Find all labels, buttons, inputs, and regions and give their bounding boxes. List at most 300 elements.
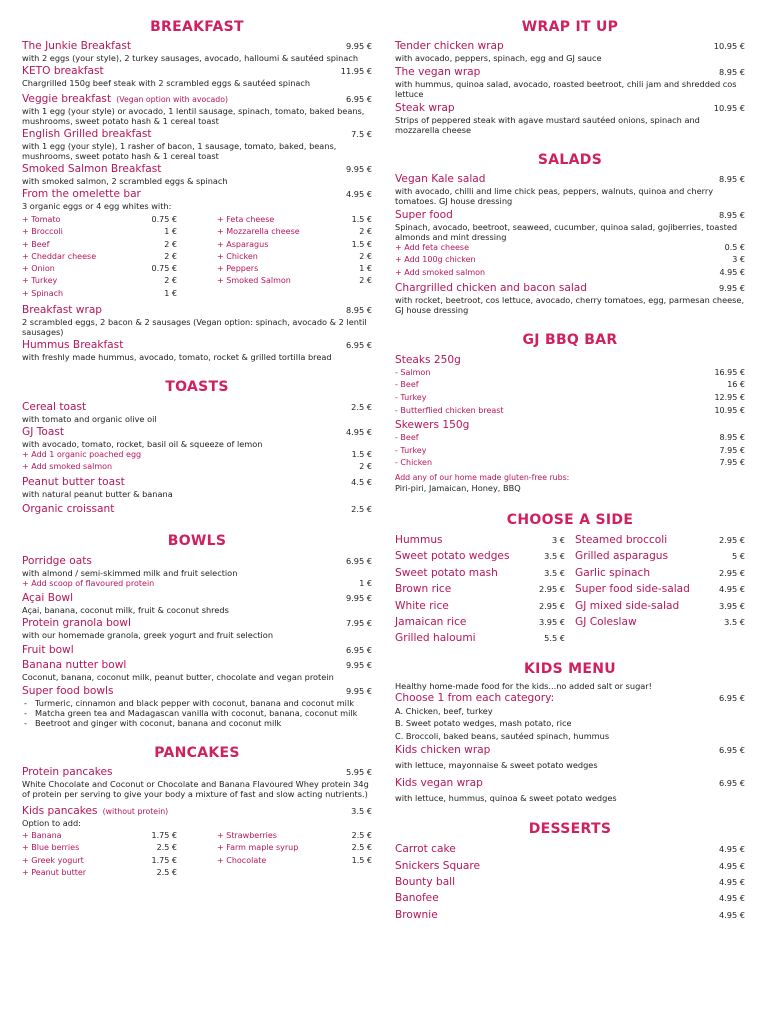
side-row (575, 598, 745, 614)
extra-name: + Mozzarella cheese (217, 227, 300, 237)
section-title-breakfast: BREAKFAST (150, 19, 244, 35)
item-name: Smoked Salmon Breakfast (22, 163, 162, 175)
item-desc: 3 organic eggs or 4 egg whites with: (22, 201, 172, 211)
item-desc: with rocket, beetroot, cos lettuce, avocado, cherry tomatoes, egg, parmesan cheese, GJ house dressing (395, 294, 745, 315)
extra-price: 2 € (164, 276, 177, 286)
extra-name: + Turkey (22, 276, 58, 286)
pancake-extras (22, 830, 372, 879)
breakfast-section (22, 18, 372, 362)
extra-price: 1.5 € (351, 450, 372, 460)
item-name: Porridge oats (22, 554, 92, 567)
menu-item (22, 592, 372, 615)
item-desc: Option to add: (22, 817, 81, 828)
side-row (575, 565, 745, 581)
omelette-bar (22, 188, 372, 300)
sides-column (575, 532, 745, 647)
section-title-pancakes: PANCAKES (154, 744, 240, 761)
extra-row (22, 251, 177, 263)
item-price: 7.95 € (345, 617, 372, 628)
item-price: 2.5 € (351, 503, 372, 514)
extra-price: 2 € (359, 462, 372, 472)
item-name: The vegan wrap (395, 66, 481, 78)
menu-item (395, 209, 745, 279)
extra-name: + Add smoked salmon (22, 462, 113, 472)
extra-name: + Feta cheese (217, 215, 275, 224)
steak-name: - Turkey (395, 393, 427, 403)
section-title-bowls: BOWLS (167, 532, 227, 549)
extra-name: + Onion (22, 264, 55, 274)
salads-section (395, 151, 745, 315)
pancakes-section (22, 744, 372, 879)
side-name: White rice (395, 599, 449, 612)
side-row (395, 614, 565, 630)
extra-name: + Blue berries (22, 843, 80, 853)
item-name: Tender chicken wrap (395, 40, 504, 52)
menu-item (22, 65, 372, 88)
extra-name: + Greek yogurt (22, 855, 84, 865)
extra-price: 2 € (359, 276, 372, 286)
skewers-title: Skewers 150g (395, 419, 470, 432)
side-row (575, 548, 745, 564)
extra-price: 0.75 € (151, 264, 177, 274)
section-title-wrap: WRAP IT UP (521, 19, 619, 35)
side-price: 4.95 € (718, 584, 745, 595)
steak-price: 16 € (727, 380, 745, 390)
item-price: 9.95 € (345, 41, 372, 51)
item-name: Super food (395, 209, 453, 221)
steak-price: 10.95 € (714, 405, 745, 415)
extra-row (22, 214, 177, 226)
extra-name: + Chicken (217, 251, 258, 261)
extra-row (395, 254, 745, 266)
item-price: 2.5 € (351, 402, 372, 413)
superfood-list (22, 698, 372, 728)
item-desc: with avocado, tomato, rocket, basil oil & squeeze of lemon (22, 439, 263, 450)
extra-name: + Cheddar cheese (22, 251, 97, 261)
extra-name: + Asparagus (217, 239, 269, 249)
extra-price: 1.5 € (351, 239, 372, 249)
skewer-name: - Turkey (395, 445, 427, 455)
item-price: 9.95 € (345, 659, 372, 670)
item-note: (Vegan option with avocado) (116, 95, 229, 104)
extra-row (395, 267, 745, 279)
extra-name: + Farm maple syrup (217, 843, 299, 853)
extra-row (217, 855, 372, 867)
side-price: 3 € (551, 535, 565, 546)
item-desc: with 2 eggs (your style), 2 turkey sausages, avocado, halloumi & sautéed spinach (22, 53, 359, 63)
dessert-name: Snickers Square (395, 859, 481, 872)
item-name: Kids pancakes (22, 804, 98, 817)
extra-name: + Banana (22, 830, 62, 840)
kids-options (395, 705, 745, 742)
item-price: 8.95 € (345, 305, 372, 316)
list-item: - Beetroot and ginger with coconut, banana and coconut milk (22, 718, 372, 728)
item-name: Kids chicken wrap (395, 744, 491, 757)
extras-column (217, 830, 372, 879)
side-price: 3.95 € (718, 600, 745, 611)
steak-name: - Beef (395, 380, 419, 390)
skewer-price: 8.95 € (719, 433, 745, 443)
bowls-section (22, 532, 372, 728)
menu-item (22, 476, 372, 499)
item-price: 10.95 € (713, 41, 745, 51)
menu-item (22, 426, 372, 474)
item-price: 6.95 € (718, 745, 745, 756)
kids-intro: Healthy home-made food for the kids...no added salt or sugar! (395, 680, 652, 691)
item-desc: with freshly made hummus, avocado, tomato, rocket & grilled tortilla bread (22, 352, 332, 363)
dessert-row (395, 841, 745, 857)
list-item: - Turmeric, cinnamon and black pepper with coconut, banana and coconut milk (22, 698, 372, 708)
rubs-list: Piri-piri, Jamaican, Honey, BBQ (395, 483, 521, 494)
item-name: Cereal toast (22, 401, 87, 414)
side-name: GJ mixed side-salad (575, 599, 680, 612)
dessert-row (395, 874, 745, 890)
extra-price: 0.5 € (724, 243, 745, 252)
extra-price: 1 € (164, 227, 177, 237)
item-name: Hummus Breakfast (22, 339, 124, 352)
item-price: 4.95 € (345, 427, 372, 438)
side-name: Jamaican rice (395, 616, 467, 629)
side-price: 5.5 € (544, 633, 565, 644)
extra-row (22, 830, 177, 842)
menu-item (22, 304, 372, 337)
section-title-bbq: GJ BBQ BAR (522, 331, 618, 348)
extra-row (22, 275, 177, 287)
extra-price: 1.75 € (151, 855, 177, 865)
item-name: Veggie breakfast (22, 93, 112, 105)
side-row (575, 532, 745, 548)
item-name: Banana nutter bowl (22, 658, 127, 671)
skewer-price: 7.95 € (719, 458, 745, 468)
side-name: Super food side-salad (575, 583, 690, 596)
steak-row (395, 367, 745, 380)
item-name: The Junkie Breakfast (22, 40, 132, 52)
extra-name: + Smoked Salmon (217, 276, 291, 286)
item-name: GJ Toast (22, 426, 65, 439)
list-item: - Matcha green tea and Madagascan vanilla with coconut, banana, coconut milk (22, 708, 372, 718)
toasts-section (22, 378, 372, 516)
item-desc: with our homemade granola, greek yogurt and fruit selection (22, 629, 274, 640)
extra-row (22, 226, 177, 238)
extra-row (217, 239, 372, 251)
item-price: 5.95 € (345, 766, 372, 777)
extra-price: 1 € (164, 288, 177, 298)
side-name: Steamed broccoli (575, 534, 668, 547)
extra-name: + Tomato (22, 215, 61, 224)
desserts-list (395, 841, 745, 923)
menu-item (395, 744, 745, 770)
side-price: 3.95 € (538, 617, 565, 628)
item-price: 6.95 € (345, 644, 372, 655)
side-name: Brown rice (395, 583, 452, 596)
side-name: GJ Coleslaw (575, 616, 637, 629)
item-desc: Coconut, banana, coconut milk, peanut butter, chocolate and vegan protein (22, 671, 334, 682)
item-desc: with hummus, quinoa salad, avocado, roasted beetroot, chili jam and shredded cos lettuce (395, 79, 737, 99)
kids-section (395, 660, 745, 803)
menu-item (22, 555, 372, 590)
dessert-row (395, 907, 745, 923)
extra-price: 3 € (732, 255, 745, 265)
extra-name: + Add scoop of flavoured protein (22, 578, 155, 588)
item-desc: with smoked salmon, 2 scrambled eggs & spinach (22, 176, 228, 186)
side-price: 3.5 € (544, 551, 565, 562)
wrap-section (395, 18, 745, 135)
item-price: 3.5 € (351, 805, 372, 816)
item-price: 9.95 € (718, 282, 745, 293)
extra-name: + Strawberries (217, 830, 277, 840)
section-title-toasts: TOASTS (165, 379, 229, 396)
item-note: (without protein) (102, 806, 169, 816)
item-price: 6.95 € (718, 778, 745, 789)
menu-item (395, 282, 745, 315)
extra-row (217, 842, 372, 854)
extra-name: + Beef (22, 239, 50, 249)
item-name: Breakfast wrap (22, 304, 103, 317)
menu-item (22, 503, 372, 516)
menu-item (395, 66, 745, 99)
skewer-row (395, 445, 745, 458)
dessert-price: 4.95 € (718, 860, 745, 871)
skewer-row (395, 457, 745, 470)
extra-row (22, 867, 177, 879)
extra-row (217, 830, 372, 842)
extras-column (22, 214, 177, 300)
side-row (395, 548, 565, 564)
item-price: 8.95 € (718, 67, 745, 77)
left-column (22, 18, 372, 879)
item-desc: with avocado, peppers, spinach, egg and GJ sauce (395, 53, 602, 63)
section-title-salads: SALADS (537, 152, 603, 168)
steaks-title: Steaks 250g (395, 353, 461, 366)
extra-row (22, 288, 177, 300)
item-price: 7.5 € (351, 129, 372, 139)
item-desc: with lettuce, mayonnaise & sweet potato wedges (395, 760, 598, 771)
steak-row (395, 392, 745, 405)
item-name: English Grilled breakfast (22, 128, 152, 140)
side-price: 2.95 € (538, 584, 565, 595)
extra-price: 1.5 € (351, 215, 372, 224)
extra-row (22, 461, 372, 473)
sides-section (395, 511, 745, 647)
extra-row (22, 449, 372, 461)
item-price: 9.95 € (345, 592, 372, 603)
steak-price: 16.95 € (714, 367, 745, 377)
item-name: Vegan Kale salad (395, 173, 486, 185)
menu-item (22, 644, 372, 657)
item-desc: with 1 egg (your style), 1 rasher of bacon, 1 sausage, tomato, baked, beans, mushrooms, sweet potato hash & 1 cereal toast (22, 141, 337, 161)
item-desc: Açai, banana, coconut milk, fruit & coconut shreds (22, 604, 229, 615)
side-row (395, 598, 565, 614)
menu-item (22, 163, 372, 186)
item-name: Fruit bowl (22, 643, 74, 656)
item-desc: Spinach, avocado, beetroot, seaweed, cucumber, quinoa salad, gojiberries, toasted almonds and mint dressing (395, 222, 738, 242)
extra-price: 2.5 € (156, 843, 177, 853)
item-name: Super food bowls (22, 684, 114, 697)
menu-item (395, 40, 745, 63)
dessert-price: 4.95 € (718, 909, 745, 920)
item-price: 8.95 € (718, 210, 745, 220)
dessert-row (395, 858, 745, 874)
skewer-row (395, 432, 745, 445)
item-price: 9.95 € (345, 164, 372, 174)
extra-price: 1.5 € (351, 855, 372, 865)
side-name: Garlic spinach (575, 566, 651, 579)
side-price: 2.95 € (718, 535, 745, 546)
extra-row (22, 578, 372, 590)
extra-price: 2.5 € (351, 843, 372, 853)
extra-name: + Add smoked salmon (395, 267, 486, 277)
extra-name: + Chocolate (217, 855, 267, 865)
menu-item (22, 685, 372, 728)
extra-row (217, 226, 372, 238)
dessert-price: 4.95 € (718, 876, 745, 887)
steak-row (395, 405, 745, 418)
side-row (395, 532, 565, 548)
extra-name: + Add 1 organic poached egg (22, 450, 142, 460)
extra-name: + Peanut butter (22, 867, 87, 877)
side-row (395, 565, 565, 581)
side-row (575, 614, 745, 630)
item-desc: White Chocolate and Coconut or Chocolate and Banana Flavoured Whey protein 34g of protein per serving to give your body a mixture of fast and slow acting nutrients.) (22, 778, 369, 799)
extra-row (22, 263, 177, 275)
extra-row (22, 842, 177, 854)
extra-name: + Add feta cheese (395, 243, 469, 252)
item-name: Protein granola bowl (22, 616, 131, 629)
dessert-price: 4.95 € (718, 893, 745, 904)
side-row (395, 630, 565, 646)
side-name: Grilled asparagus (575, 550, 669, 563)
menu-item (22, 659, 372, 682)
side-price: 2.95 € (538, 600, 565, 611)
side-price: 3.5 € (724, 617, 745, 628)
extra-row (22, 855, 177, 867)
right-column (395, 18, 745, 923)
extra-row (395, 242, 745, 254)
item-desc: with avocado, chilli and lime chick peas, peppers, walnuts, quinoa and cherry tomatoes. GJ house dressing (395, 186, 714, 206)
extra-price: 1 € (359, 264, 372, 274)
item-price: 8.95 € (718, 174, 745, 184)
side-name: Sweet potato mash (395, 566, 498, 579)
menu-item (22, 766, 372, 799)
item-desc: with natural peanut butter & banana (22, 488, 173, 499)
section-title-kids: KIDS MENU (524, 660, 616, 677)
extra-price: 4.95 € (719, 267, 745, 277)
item-desc: with lettuce, hummus, quinoa & sweet potato wedges (395, 793, 617, 804)
steak-name: - Butterflied chicken breast (395, 405, 504, 415)
steak-price: 12.95 € (714, 393, 745, 403)
item-name: Steak wrap (395, 102, 455, 114)
extra-price: 2.5 € (351, 830, 372, 840)
dessert-name: Brownie (395, 908, 438, 921)
menu-item (22, 128, 372, 161)
item-price: 11.95 € (340, 66, 372, 76)
side-price: 2.95 € (718, 567, 745, 578)
bbq-section (395, 331, 745, 493)
side-row (395, 581, 565, 597)
section-title-sides: CHOOSE A SIDE (506, 512, 634, 529)
extra-price: 2 € (359, 251, 372, 261)
item-price: 4.95 € (345, 189, 372, 199)
item-name: Kids vegan wrap (395, 777, 483, 790)
skewer-name: - Chicken (395, 458, 433, 468)
sides-column (395, 532, 565, 647)
extra-row (217, 263, 372, 275)
extras-column (217, 214, 372, 300)
side-name: Sweet potato wedges (395, 550, 510, 563)
item-desc: Strips of peppered steak with agave mustard sautéed onions, spinach and mozzarella cheese (395, 115, 700, 135)
extra-name: + Peppers (217, 264, 259, 274)
item-name: Protein pancakes (22, 765, 113, 778)
dessert-price: 4.95 € (718, 844, 745, 855)
extra-row (22, 239, 177, 251)
extra-name: + Add 100g chicken (395, 255, 476, 265)
item-name: Açai Bowl (22, 591, 74, 604)
side-price: 3.5 € (544, 567, 565, 578)
extra-row (217, 275, 372, 287)
item-desc: with almond / semi-skimmed milk and fruit selection (22, 567, 238, 578)
side-price: 5 € (731, 551, 745, 562)
extra-name: + Spinach (22, 288, 64, 298)
rubs-note: Add any of our home made gluten-free rubs: (395, 473, 570, 483)
extra-price: 2 € (164, 251, 177, 261)
breakfast-items (22, 40, 372, 362)
item-price: 6.95 € (718, 692, 745, 703)
dessert-row (395, 890, 745, 906)
item-price: 6.95 € (345, 555, 372, 566)
section-title-desserts: DESSERTS (528, 821, 612, 838)
side-name: Hummus (395, 534, 443, 547)
dessert-name: Banofee (395, 892, 439, 905)
extra-price: 0.75 € (151, 215, 177, 224)
steak-name: - Salmon (395, 367, 431, 377)
item-name: Chargrilled chicken and bacon salad (395, 281, 588, 294)
extra-row (217, 214, 372, 226)
item-name: From the omelette bar (22, 188, 141, 200)
menu-item (22, 401, 372, 424)
item-name: Choose 1 from each category: (395, 691, 555, 704)
item-desc: with 1 egg (your style) or avocado, 1 lentil sausage, spinach, tomato, baked beans, mushrooms, sweet potato hash & 1 cereal toast (22, 106, 365, 126)
list-item: A. Chicken, beef, turkey (395, 705, 493, 716)
menu-item (22, 40, 372, 63)
item-name: Organic croissant (22, 502, 115, 515)
item-price: 9.95 € (345, 685, 372, 696)
item-price: 10.95 € (713, 103, 745, 113)
list-item: C. Broccoli, baked beans, sautéed spinach, hummus (395, 730, 610, 741)
steak-row (395, 379, 745, 392)
extra-row (217, 251, 372, 263)
desserts-section (395, 820, 745, 923)
item-desc: 2 scrambled eggs, 2 bacon & 2 sausages (Vegan option: spinach, avocado & 2 lentil sausages) (22, 317, 367, 338)
item-name: Peanut butter toast (22, 475, 125, 488)
dessert-name: Bounty ball (395, 875, 456, 888)
extras-column (22, 830, 177, 879)
menu-item (22, 617, 372, 640)
menu-item (395, 777, 745, 803)
menu-item (22, 802, 372, 879)
menu-item (22, 339, 372, 362)
extra-price: 2 € (359, 227, 372, 237)
side-row (575, 581, 745, 597)
item-desc: Chargrilled 150g beef steak with 2 scrambled eggs & sautéed spinach (22, 78, 311, 88)
omelette-extras (22, 214, 372, 300)
menu-item (395, 173, 745, 206)
skewer-name: - Beef (395, 433, 419, 443)
extra-price: 2 € (164, 239, 177, 249)
extra-name: + Broccoli (22, 227, 63, 237)
side-name: Grilled haloumi (395, 632, 476, 645)
sides-grid (395, 532, 745, 647)
item-name: KETO breakfast (22, 65, 104, 77)
